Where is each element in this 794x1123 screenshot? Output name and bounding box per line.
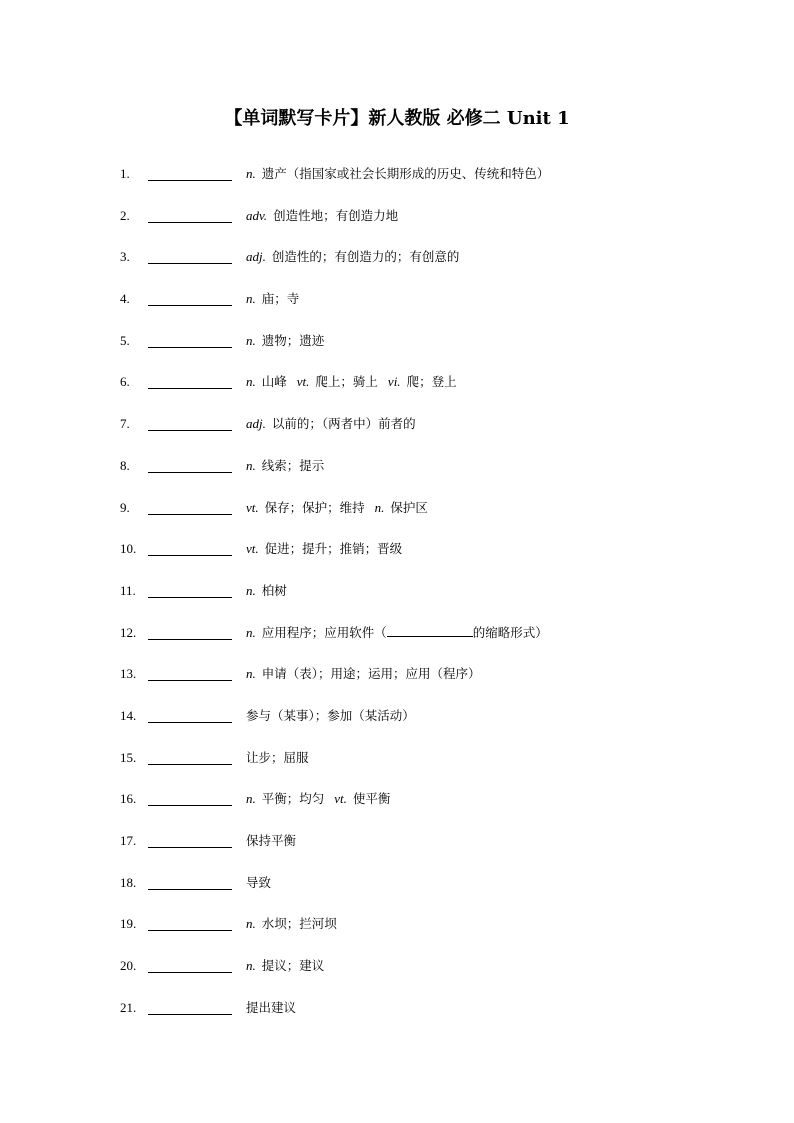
part-of-speech: n. <box>246 374 256 390</box>
definition-text: 庙；寺 <box>261 291 300 307</box>
definition-text: 参与（某事）；参加（某活动） <box>246 707 415 723</box>
answer-blank[interactable] <box>148 388 232 389</box>
definition-text: 让步；屈服 <box>246 749 309 765</box>
definition-text: 线索；提示 <box>261 457 325 473</box>
vocab-row <box>0 578 794 620</box>
definition <box>246 328 324 354</box>
item-number: 17. <box>120 833 137 848</box>
item-number: 12. <box>120 624 137 640</box>
item-number: 2. <box>120 207 130 223</box>
vocab-row <box>0 953 794 995</box>
part-of-speech: vt. <box>296 374 310 390</box>
definition-text: 遗物；遗迹 <box>261 332 325 348</box>
answer-blank[interactable] <box>148 597 232 598</box>
part-of-speech: n. <box>246 582 256 598</box>
definition <box>246 995 296 1021</box>
vocab-row <box>0 244 794 286</box>
definition-text: 山峰 <box>261 374 287 390</box>
part-of-speech: adj. <box>246 249 266 265</box>
definition-text: 柏树 <box>261 582 287 598</box>
definition <box>246 411 416 437</box>
vocab-row <box>0 369 794 411</box>
vocab-row <box>0 161 794 203</box>
answer-blank[interactable] <box>148 305 232 306</box>
answer-blank[interactable] <box>148 514 232 515</box>
definition-text: 应用程序；应用软件（ <box>261 624 387 640</box>
definition-text: 提出建议 <box>246 999 297 1015</box>
vocab-row <box>0 995 794 1037</box>
definition-text: 使平衡 <box>352 791 391 807</box>
answer-blank[interactable] <box>148 930 232 931</box>
answer-blank[interactable] <box>148 222 232 223</box>
definition <box>246 578 287 604</box>
answer-blank[interactable] <box>148 555 232 556</box>
part-of-speech: vt. <box>246 499 259 515</box>
item-number: 10. <box>120 541 137 557</box>
part-of-speech: n. <box>246 332 256 348</box>
answer-blank[interactable] <box>148 430 232 431</box>
vocab-row <box>0 661 794 703</box>
definition-text: 水坝；拦河坝 <box>261 916 337 932</box>
definition-text: 导致 <box>246 874 272 890</box>
definition-text: 爬；登上 <box>406 374 457 390</box>
definition <box>246 536 402 562</box>
part-of-speech: adv. <box>246 207 268 223</box>
answer-blank[interactable] <box>148 805 232 806</box>
page-title: 【单词默写卡片】新人教版 必修二 Unit 1 <box>224 108 570 129</box>
item-number: 3. <box>120 249 130 265</box>
definition <box>246 703 415 729</box>
item-number: 5. <box>120 332 130 348</box>
vocab-row <box>0 453 794 495</box>
definition-text: 申请（表）；用途；运用；应用（程序） <box>261 666 481 682</box>
answer-blank[interactable] <box>148 180 232 181</box>
definition-text: 平衡；均匀 <box>261 791 325 807</box>
vocab-row <box>0 745 794 787</box>
vocab-row <box>0 536 794 578</box>
vocab-row <box>0 911 794 953</box>
definition <box>246 286 299 312</box>
answer-blank[interactable] <box>148 639 232 640</box>
item-number: 15. <box>120 749 137 765</box>
item-number: 20. <box>120 958 137 974</box>
definition <box>246 911 337 937</box>
answer-blank[interactable] <box>148 472 232 473</box>
item-number: 18. <box>120 874 137 890</box>
part-of-speech: vt. <box>246 541 259 557</box>
part-of-speech: n. <box>246 457 256 473</box>
answer-blank[interactable] <box>148 972 232 973</box>
item-number: 9. <box>120 499 130 515</box>
part-of-speech: n. <box>246 666 256 682</box>
definition-text: 促进；提升；推销；晋级 <box>264 541 403 557</box>
part-of-speech: vi. <box>387 374 401 390</box>
definition-text: 创造性的；有创造力的；有创意的 <box>271 249 460 265</box>
item-number: 6. <box>120 374 130 390</box>
item-number: 11. <box>120 582 136 598</box>
definition <box>246 953 324 979</box>
definition-text: 的缩略形式） <box>472 624 548 640</box>
answer-blank[interactable] <box>148 680 232 681</box>
answer-blank[interactable] <box>148 1014 232 1015</box>
vocab-row <box>0 411 794 453</box>
definition <box>246 495 428 521</box>
item-number: 7. <box>120 416 130 432</box>
definition <box>246 369 457 395</box>
definition-text: 创造性地；有创造力地 <box>273 207 399 223</box>
vocabulary-list <box>0 161 794 1036</box>
item-number: 19. <box>120 916 137 932</box>
part-of-speech: n. <box>246 624 256 640</box>
item-number: 4. <box>120 291 130 307</box>
definition-text: 保持平衡 <box>246 833 297 848</box>
part-of-speech: n. <box>246 291 256 307</box>
item-number: 21. <box>120 999 137 1015</box>
part-of-speech: adj. <box>246 416 266 432</box>
vocab-row <box>0 828 794 870</box>
item-number: 1. <box>120 166 130 181</box>
vocab-row <box>0 203 794 245</box>
definition <box>246 661 481 687</box>
definition-text: 爬上；骑上 <box>315 374 378 390</box>
item-number: 16. <box>120 791 137 807</box>
part-of-speech: n. <box>246 166 256 181</box>
vocab-row <box>0 703 794 745</box>
definition <box>246 870 271 896</box>
vocab-row <box>0 328 794 370</box>
part-of-speech: n. <box>246 958 256 974</box>
definition <box>246 161 549 187</box>
definition-text: 保存；保护；维持 <box>264 499 365 515</box>
definition-text: 遗产（指国家或社会长期形成的历史、传统和特色） <box>261 166 550 181</box>
vocab-row <box>0 620 794 662</box>
part-of-speech: n. <box>374 499 385 515</box>
definition <box>246 786 390 812</box>
vocab-row <box>0 870 794 912</box>
answer-blank[interactable] <box>148 722 232 723</box>
answer-blank[interactable] <box>148 263 232 264</box>
definition <box>246 203 398 229</box>
part-of-speech: n. <box>246 916 256 932</box>
answer-blank[interactable] <box>148 889 232 890</box>
definition <box>246 620 548 646</box>
vocab-row <box>0 495 794 537</box>
definition-text: 提议；建议 <box>261 958 325 974</box>
inline-answer-blank[interactable] <box>387 622 473 637</box>
definition-text: 以前的；（两者中）前者的 <box>271 416 416 432</box>
definition <box>246 745 309 771</box>
answer-blank[interactable] <box>148 847 232 848</box>
item-number: 14. <box>120 707 137 723</box>
vocab-row <box>0 286 794 328</box>
item-number: 8. <box>120 457 130 473</box>
answer-blank[interactable] <box>148 764 232 765</box>
definition <box>246 244 459 270</box>
vocab-row <box>0 786 794 828</box>
item-number: 13. <box>120 666 137 682</box>
definition <box>246 828 296 854</box>
definition <box>246 453 324 479</box>
part-of-speech: n. <box>246 791 256 807</box>
part-of-speech: vt. <box>334 791 347 807</box>
answer-blank[interactable] <box>148 347 232 348</box>
definition-text: 保护区 <box>390 499 428 515</box>
